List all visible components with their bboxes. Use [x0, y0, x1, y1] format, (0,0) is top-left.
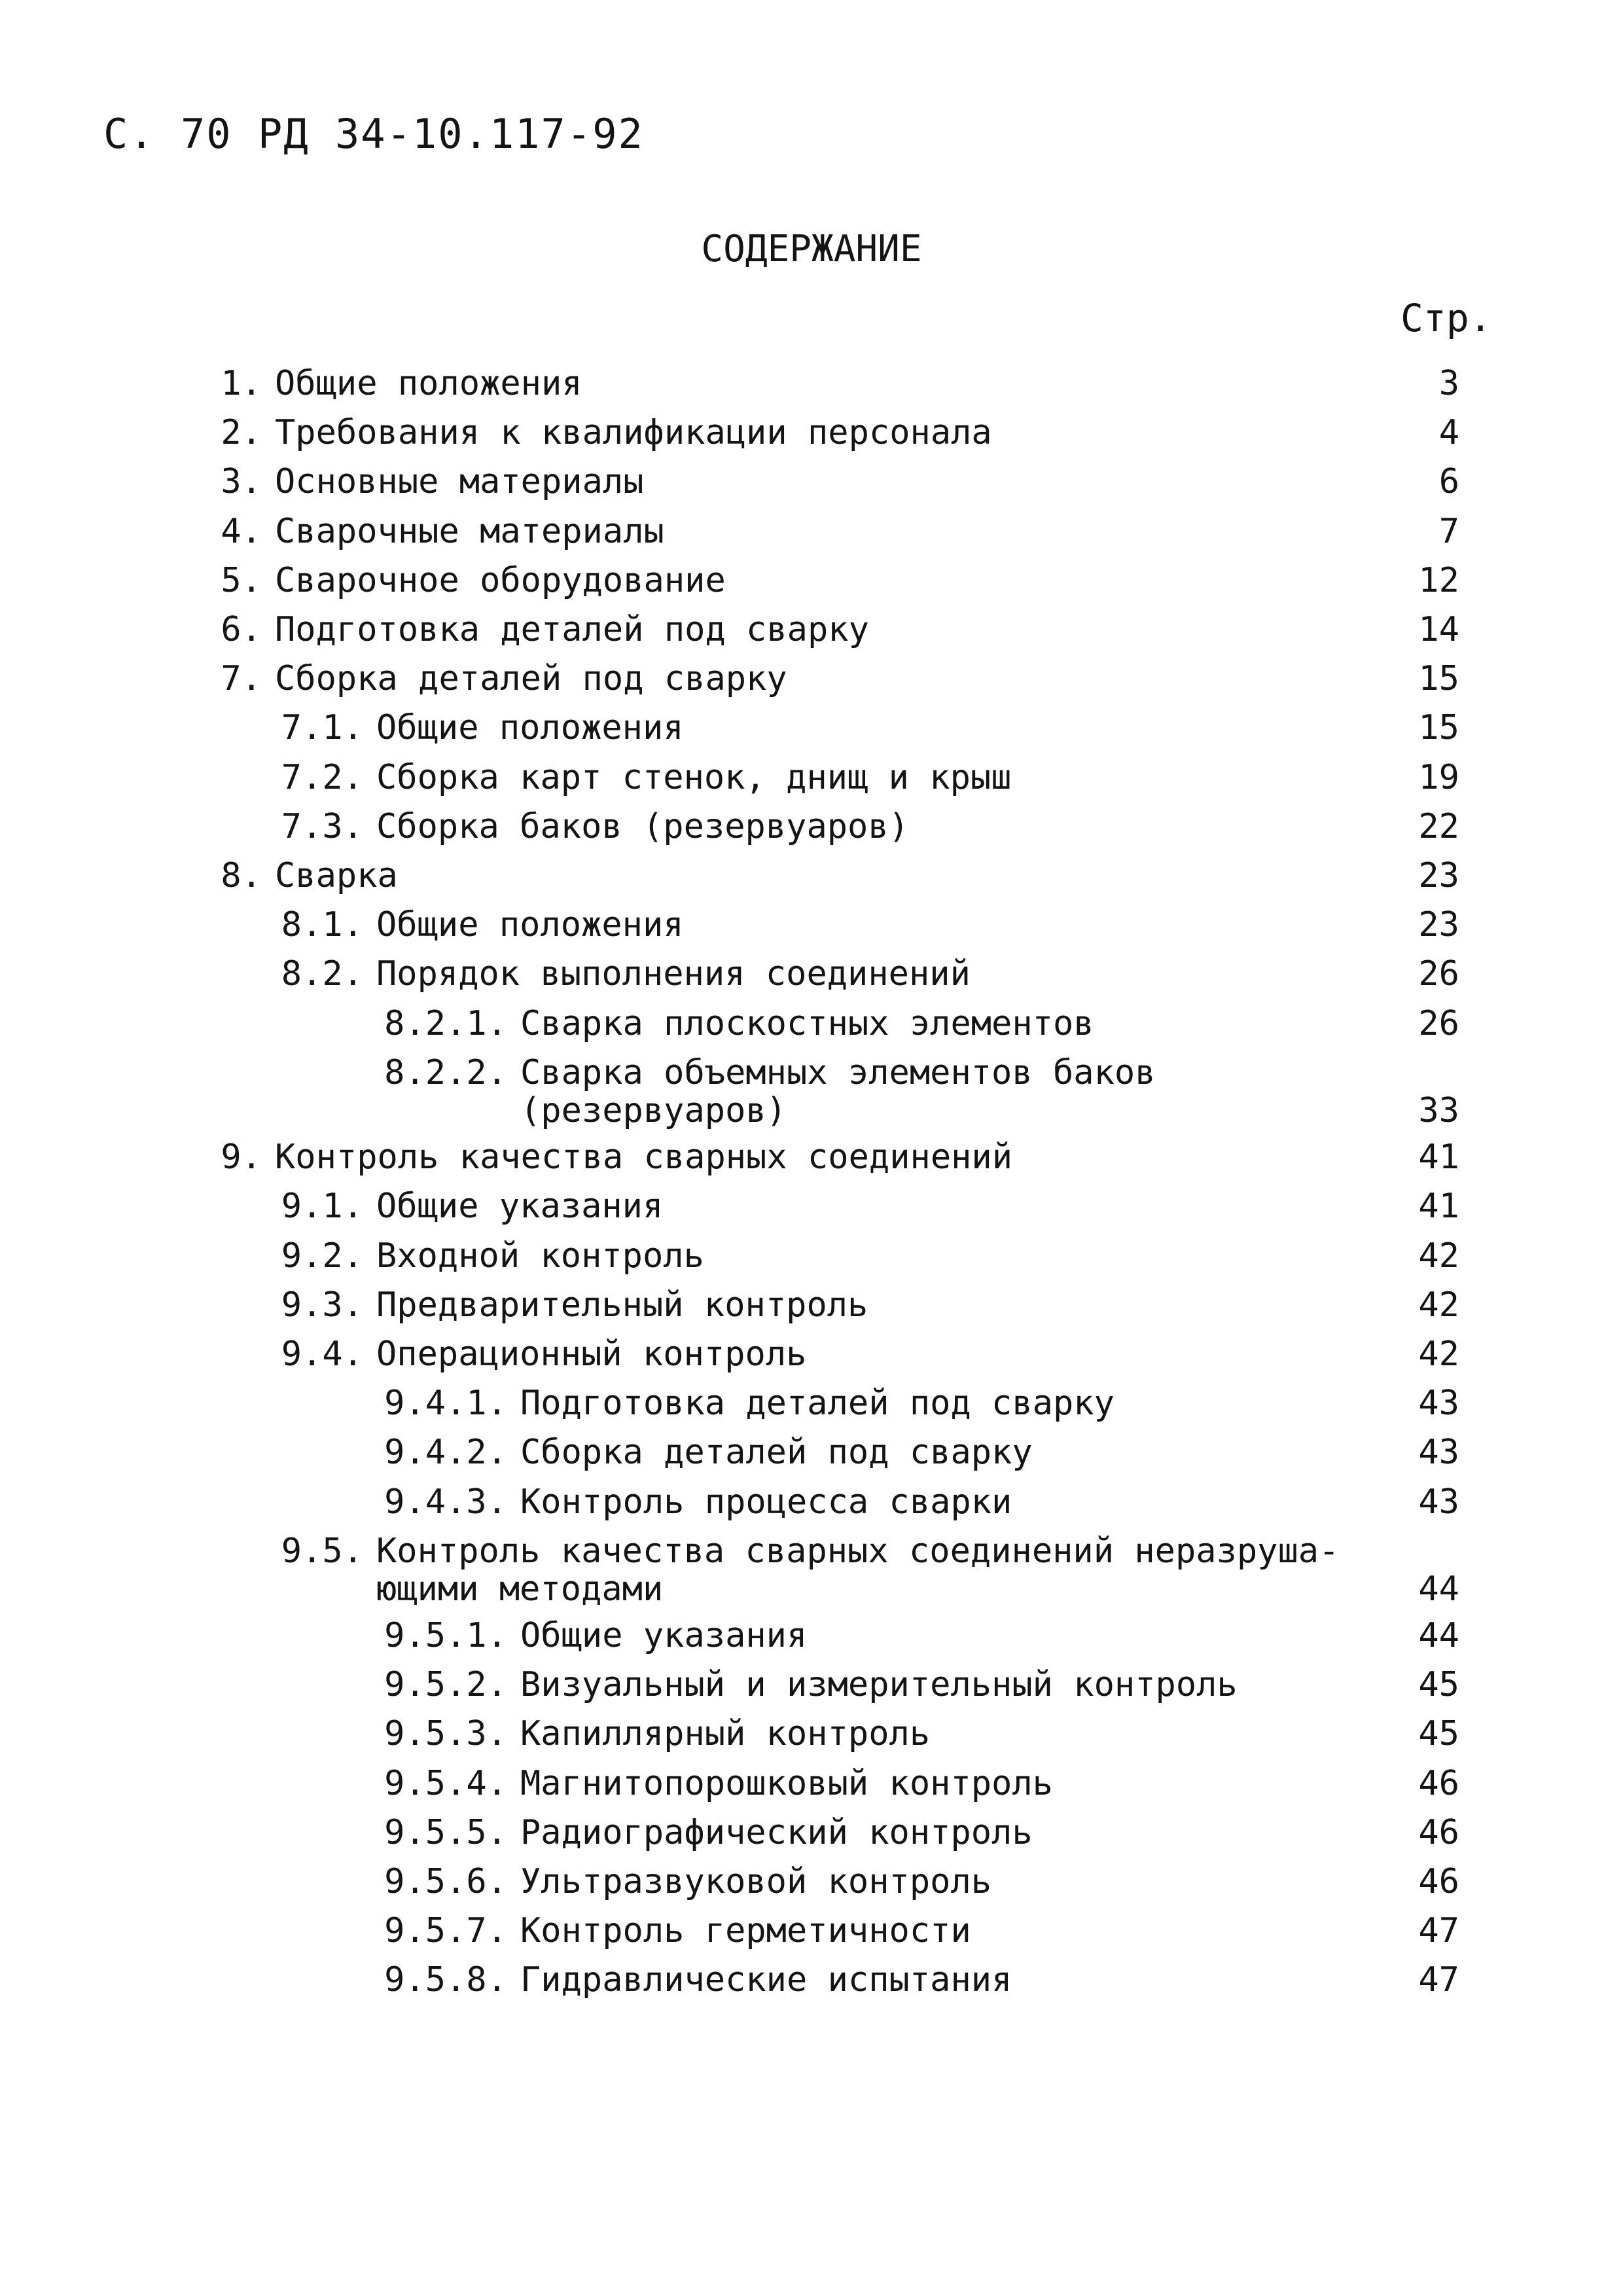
toc-entry — [0, 1759, 1623, 1808]
toc-entry — [0, 1132, 1623, 1182]
toc-entry — [0, 1329, 1623, 1379]
toc-entry-page: 44 — [1418, 1616, 1459, 1656]
toc-entry-number: 2. — [221, 413, 262, 453]
toc-entry-title: Сварочное оборудование — [275, 561, 734, 600]
toc-entry — [0, 457, 1623, 507]
page-title: СОДЕРЖАНИЕ — [701, 228, 922, 270]
toc-entry-page: 45 — [1418, 1665, 1459, 1705]
toc-entry-number: 9.5.6. — [384, 1862, 507, 1902]
toc-entry-number: 3. — [221, 462, 262, 502]
toc-entry-number: 9.2. — [281, 1236, 363, 1276]
toc-entry-title: Сварка плоскостных элементов — [520, 1004, 1102, 1043]
toc-entry-page: 15 — [1418, 659, 1459, 699]
toc-entry-title: Радиографический контроль — [520, 1813, 1041, 1852]
toc-entry-title: Подготовка деталей под сварку — [520, 1384, 1122, 1423]
toc-entry — [0, 359, 1623, 408]
toc-entry-title: Контроль процесса сварки — [520, 1482, 1020, 1522]
toc-entry-number: 9.4.3. — [384, 1482, 507, 1522]
toc-entry-page: 42 — [1418, 1334, 1459, 1374]
toc-entry-title: Гидравлические испытания — [520, 1960, 1020, 2000]
toc-entry — [0, 703, 1623, 753]
toc-entry — [0, 1378, 1623, 1428]
toc-entry-page: 43 — [1418, 1433, 1459, 1473]
toc-entry — [0, 654, 1623, 704]
toc-entry — [0, 1181, 1623, 1231]
toc-entry-page: 42 — [1418, 1285, 1459, 1325]
toc-entry-page: 47 — [1418, 1960, 1459, 2000]
toc-entry-page: 23 — [1418, 856, 1459, 895]
toc-entry-title: Контроль качества сварных соединений — [275, 1138, 1020, 1177]
toc-entry-number: 9.1. — [281, 1187, 363, 1227]
toc-entry-page: 43 — [1418, 1384, 1459, 1424]
toc-entry-page: 33 — [1418, 1090, 1459, 1130]
toc-entry-number: 8. — [221, 856, 262, 895]
toc-entry-page: 41 — [1418, 1138, 1459, 1177]
toc-entry-number: 7. — [221, 659, 262, 699]
toc-entry-title: Ультразвуковой контроль — [520, 1862, 999, 1901]
toc-entry-page: 19 — [1418, 757, 1459, 797]
toc-entry — [0, 949, 1623, 999]
page-header: С. 70 РД 34-10.117-92 — [103, 110, 644, 158]
toc-entry-number: 7.1. — [281, 708, 363, 748]
toc-entry-title: Входной контроль — [376, 1236, 712, 1276]
toc-entry-page: 6 — [1438, 462, 1459, 502]
toc-entry-title: Общие положения — [275, 364, 590, 403]
toc-entry-title: Основные материалы — [275, 462, 652, 501]
toc-entry-title: Сборка карт стенок, днищ и крыш — [376, 758, 1020, 797]
toc-entry-page: 7 — [1438, 511, 1459, 551]
toc-entry — [0, 1857, 1623, 1907]
toc-entry — [0, 1955, 1623, 2005]
toc-entry-page: 15 — [1418, 708, 1459, 748]
toc-entry-number: 8.2. — [281, 954, 363, 994]
toc-entry-number: 9.4.2. — [384, 1433, 507, 1473]
toc-entry-page: 23 — [1418, 905, 1459, 945]
dot-leader — [275, 885, 1364, 889]
toc-entry-title: Визуальный и измерительный контроль — [520, 1665, 1245, 1704]
toc-entry-page: 46 — [1418, 1812, 1459, 1852]
toc-entry-number: 9.5.7. — [384, 1911, 507, 1951]
toc-entry-page: 3 — [1438, 364, 1459, 403]
toc-entry — [0, 802, 1623, 852]
toc-entry-title: Сварочные материалы — [275, 512, 672, 551]
toc-entry — [0, 851, 1623, 901]
toc-entry-title: Магнитопорошковый контроль — [520, 1764, 1061, 1803]
toc-entry-number: 9.4. — [281, 1334, 363, 1374]
toc-entry-title: Контроль качества сварных соединений неразруша- — [376, 1531, 1340, 1571]
toc-entry-title: Сварка объемных элементов баков — [520, 1052, 1156, 1092]
toc-entry-page: 26 — [1418, 954, 1459, 994]
toc-entry-page: 4 — [1438, 413, 1459, 453]
toc-entry-title: Общие положения — [376, 708, 692, 747]
toc-entry — [0, 1709, 1623, 1759]
toc-entry — [0, 556, 1623, 605]
toc-entry-number: 8.2.2. — [384, 1052, 507, 1092]
toc-entry-page: 45 — [1418, 1714, 1459, 1754]
toc-entry-page: 14 — [1418, 610, 1459, 649]
toc-entry-page: 26 — [1418, 1003, 1459, 1043]
toc-entry — [0, 1808, 1623, 1857]
toc-entry-number: 9. — [221, 1138, 262, 1177]
toc-entry-number: 9.3. — [281, 1285, 363, 1325]
toc-entry — [0, 1231, 1623, 1281]
toc-entry-page: 12 — [1418, 560, 1459, 600]
toc-entry-number: 4. — [221, 511, 262, 551]
toc-entry-title: Общие положения — [376, 905, 692, 944]
toc-entry-number: 9.5.5. — [384, 1812, 507, 1852]
toc-entry — [0, 1477, 1623, 1527]
toc-entry — [0, 1611, 1623, 1660]
toc-entry-title: Общие указания — [376, 1187, 671, 1226]
toc-entry-number: 5. — [221, 560, 262, 600]
toc-entry — [0, 605, 1623, 655]
toc-entry-title: Сварка — [275, 856, 406, 895]
toc-entry-page: 46 — [1418, 1862, 1459, 1902]
toc-entry — [0, 1526, 1623, 1611]
toc-entry-title: Общие указания — [520, 1616, 815, 1655]
toc-entry — [0, 900, 1623, 950]
toc-entry-page: 47 — [1418, 1911, 1459, 1951]
toc-entry-title-continuation: (резервуаров) — [520, 1090, 787, 1130]
toc-entry-page: 43 — [1418, 1482, 1459, 1522]
toc-entry-number: 1. — [221, 364, 262, 403]
toc-entry-number: 9.5.3. — [384, 1714, 507, 1754]
toc-entry-number: 9.5.8. — [384, 1960, 507, 2000]
toc-entry — [0, 1660, 1623, 1710]
toc-entry-page: 22 — [1418, 806, 1459, 846]
toc-entry-title: Сборка деталей под сварку — [275, 659, 795, 698]
toc-entry-number: 6. — [221, 610, 262, 649]
toc-entry-page: 44 — [1418, 1569, 1459, 1609]
page-column-label: Стр. — [1400, 296, 1492, 340]
toc-entry-title: Операционный контроль — [376, 1335, 814, 1374]
toc-entry-title: Капиллярный контроль — [520, 1714, 938, 1753]
toc-entry — [0, 1048, 1623, 1133]
toc-entry — [0, 1427, 1623, 1477]
toc-entry-number: 9.5.2. — [384, 1665, 507, 1705]
toc-entry-number: 7.2. — [281, 757, 363, 797]
toc-entry — [0, 1280, 1623, 1330]
toc-entry-number: 9.5. — [281, 1531, 363, 1571]
toc-entry-page: 41 — [1418, 1187, 1459, 1227]
toc-entry-number: 8.1. — [281, 905, 363, 945]
toc-entry-title: Порядок выполнения соединений — [376, 954, 978, 994]
toc-entry-title: Требования к квалификации персонала — [275, 413, 1000, 452]
toc-entry-number: 9.5.4. — [384, 1763, 507, 1803]
toc-entry-page: 46 — [1418, 1763, 1459, 1803]
toc-entry-title: Сборка деталей под сварку — [520, 1433, 1041, 1472]
toc-entry-number: 8.2.1. — [384, 1003, 507, 1043]
toc-entry-title: Сборка баков (резервуаров) — [376, 807, 917, 846]
toc-entry-number: 7.3. — [281, 806, 363, 846]
toc-entry-title-continuation: ющими методами — [376, 1569, 664, 1609]
toc-entry — [0, 507, 1623, 556]
toc-entry — [0, 1906, 1623, 1956]
toc-entry-title: Подготовка деталей под сварку — [275, 610, 877, 649]
toc-entry-number: 9.4.1. — [384, 1384, 507, 1424]
toc-entry-title: Предварительный контроль — [376, 1285, 876, 1325]
toc-entry — [0, 999, 1623, 1049]
toc-entry-page: 42 — [1418, 1236, 1459, 1276]
toc-entry — [0, 408, 1623, 457]
toc-entry-title: Контроль герметичности — [520, 1911, 979, 1950]
toc-entry — [0, 753, 1623, 802]
toc-entry-number: 9.5.1. — [384, 1616, 507, 1656]
